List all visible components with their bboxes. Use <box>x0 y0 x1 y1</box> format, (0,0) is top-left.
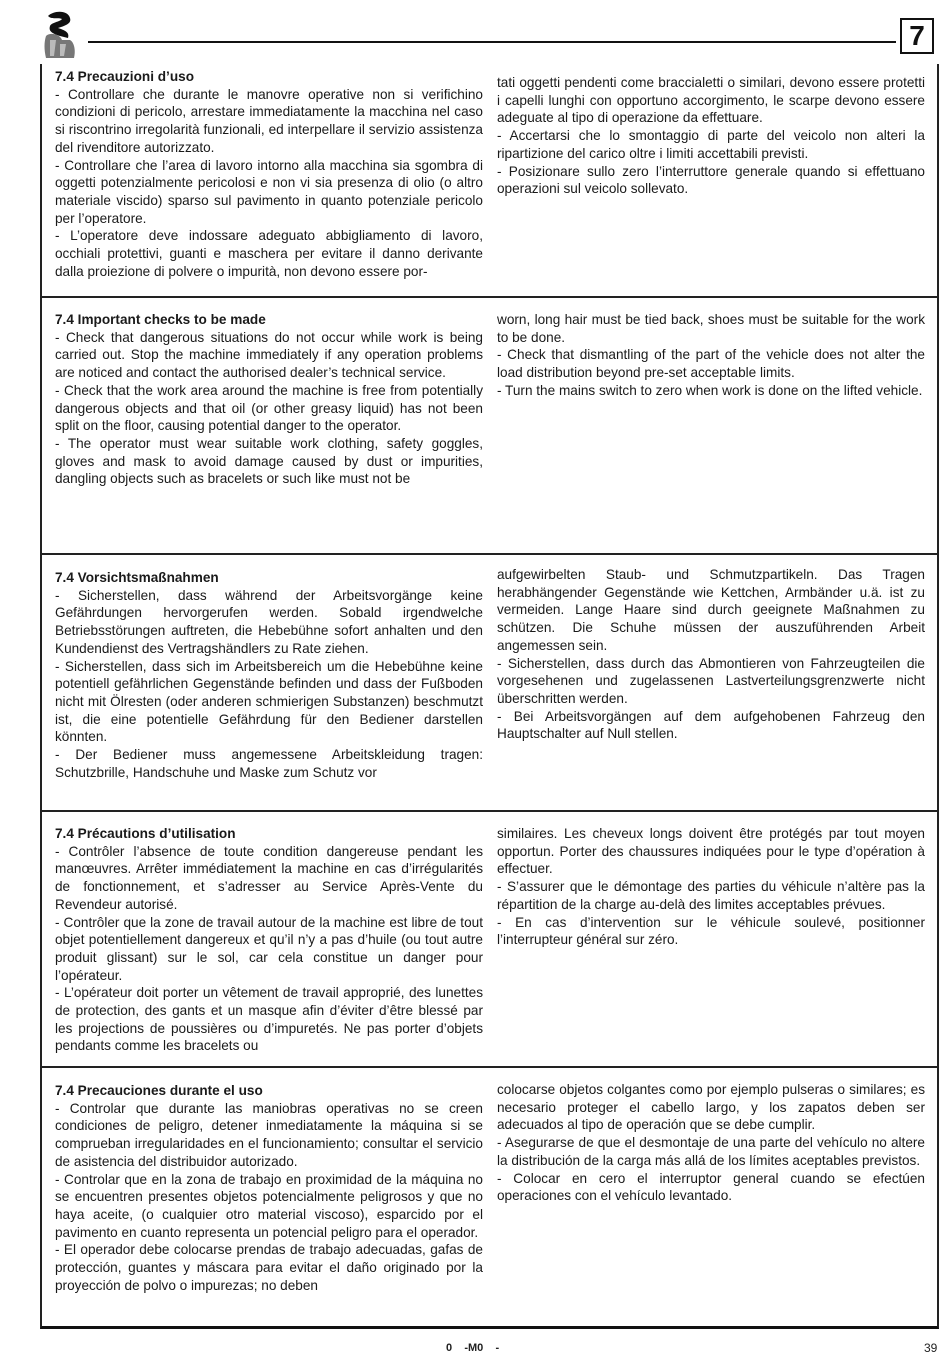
paragraph: - L’opérateur doit porter un vêtement de travail approprié, des lunettes de protection, des gants et un masque afin d’éviter d’être blessé par les projections de poussières ou d’impuretés. Ne pas porter d’objets pendants comme les bracelets ou <box>55 985 483 1054</box>
paragraph: - Sicherstellen, dass während der Arbeitsvorgänge keine Gefährdungen hervorgerufen werden. Sobald irgendwelche Betriebsstörungen auftreten, die Hebebühne sofort anhalten und den Kundendienst des Vertragshändlers zu Rate ziehen. <box>55 587 483 656</box>
section-right-column <box>497 74 925 198</box>
section-left-column <box>55 569 483 781</box>
brand-logo-icon <box>40 10 80 60</box>
paragraph: - Asegurarse de que el desmontaje de una parte del vehículo no altere la distribución de la carga más allá de los límites aceptables previstos. <box>497 1135 925 1168</box>
section-left-column <box>55 311 483 488</box>
paragraph: - Sicherstellen, dass sich im Arbeitsbereich um die Hebebühne keine potentiell gefährlichen Gegenstände befinden und dass der Fußboden nicht mit Ölresten (oder anderen schmierigen Substanzen) beschmutzt ist, die eine potentielle Gefährdung für den Bediener darstellen könnten. <box>55 658 483 745</box>
section-spanish <box>42 1068 937 1326</box>
header-rule <box>88 41 896 43</box>
section-title: 7.4 Vorsichtsmaßnahmen <box>55 570 219 585</box>
paragraph: - Der Bediener muss angemessene Arbeitskleidung tragen: Schutzbrille, Handschuhe und Maske zum Schutz vor <box>55 747 483 780</box>
paragraph: similaires. Les cheveux longs doivent être protégés par tout moyen opportun. Porter des chaussures indiquées pour le type d’opération à effectuer. <box>497 826 925 877</box>
paragraph: - Controlar que en la zona de trabajo en proximidad de la máquina no se encuentren presentes objetos potencialmente peligrosos y que no haya aceite, (o cualquier otro material viscoso), esparcido por el pavimento en cuanto representa un potencial peligro para el operador. <box>55 1171 483 1240</box>
section-left-column <box>55 825 483 1055</box>
section-right-column <box>497 825 925 949</box>
paragraph: - Check that dangerous situations do not occur while work is being carried out. Stop the machine immediately if any operation problems are noticed and contact the authorised dealer’s technical service. <box>55 329 483 381</box>
page-number: 39 <box>924 1341 938 1355</box>
section-right-column <box>497 1081 925 1205</box>
section-title: 7.4 Précautions d’utilisation <box>55 826 236 841</box>
paragraph: - Check that dismantling of the part of the vehicle does not alter the load distribution beyond pre-set acceptable limits. <box>497 347 925 381</box>
paragraph: - El operador debe colocarse prendas de trabajo adecuadas, gafas de protección, guantes y máscara para evitar el daño originado por la proyección de polvo o impurezas; no deben <box>55 1242 483 1293</box>
content-frame <box>40 64 939 1329</box>
paragraph: - Controllare che durante le manovre operative non si verifichino condizioni di pericolo, arrestare immediatamente la macchina nel caso si riscontrino irregolarità funzionali, ed interpellare il servizio assistenza del rivenditore autorizzato. <box>55 86 483 155</box>
paragraph: - Contrôler l’absence de toute condition dangereuse pendant les manœuvres. Arrêter immédiatement la machine en cas d’irrégularités de fonctionnement, et s’adresser au Service Après-Vente du Revendeur autorisé. <box>55 843 483 912</box>
section-title: 7.4 Precauzioni d’uso <box>55 69 194 84</box>
paragraph: - Controlar que durante las maniobras operativas no se creen condiciones de peligro, detener inmediatamente la máquina si se comprueban irregularidades en el funcionamiento; consultar el servicio de asistencia del distribuidor autorizado. <box>55 1100 483 1169</box>
paragraph: tati oggetti pendenti come braccialetti o similari, devono essere protetti i capelli lunghi con opportuno accorgimento, le scarpe devono essere adeguate al tipo di operazione da effettuare. <box>497 75 925 126</box>
section-french <box>42 812 937 1068</box>
paragraph: - Check that the work area around the machine is free from potentially dangerous objects and that oil (or other greasy liquid) has not been split on the floor, causing potential danger to the operator. <box>55 382 483 434</box>
paragraph: - Controllare che l’area di lavoro intorno alla macchina sia sgombra di oggetti potenzialmente pericolosi e non vi sia presenza di olio (o altro materiale viscido) sparso sul pavimento in quanto potenziale pericolo per l’operatore. <box>55 157 483 226</box>
paragraph: - Bei Arbeitsvorgängen auf dem aufgehobenen Fahrzeug den Hauptschalter auf Null stellen. <box>497 708 925 742</box>
section-italian <box>42 64 937 298</box>
paragraph: - S’assurer que le démontage des parties du véhicule n’altère pas la répartition de la charge au-delà des limites acceptables prévues. <box>497 879 925 912</box>
paragraph: - Colocar en cero el interruptor general cuando se efectúen operaciones con el vehículo levantado. <box>497 1170 925 1204</box>
paragraph: - Sicherstellen, dass durch das Abmontieren von Fahrzeugteilen die vorgesehenen und zugelassenen Lastverteilungsgrenzwerte nicht überschritten werden. <box>497 655 925 706</box>
section-title: 7.4 Precauciones durante el uso <box>55 1083 263 1098</box>
section-right-column <box>497 311 925 400</box>
paragraph: - En cas d’intervention sur le véhicule soulevé, positionner l’interrupteur général sur zéro. <box>497 914 925 948</box>
section-right-column <box>497 566 925 743</box>
section-english <box>42 298 937 555</box>
paragraph: - Posizionare sullo zero l’interruttore generale quando si effettuano operazioni sul veicolo sollevato. <box>497 163 925 197</box>
paragraph: worn, long hair must be tied back, shoes must be suitable for the work to be done. <box>497 312 925 345</box>
paragraph: - The operator must wear suitable work clothing, safety goggles, gloves and mask to avoid damage caused by dust or impurities, dangling objects such as bracelets or such like must not be <box>55 435 483 487</box>
paragraph: colocarse objetos colgantes como por ejemplo pulseras o similares; es necesario proteger el cabello largo, y los zapatos deben ser adecuados al tipo de operación que se debe cumplir. <box>497 1082 925 1133</box>
paragraph: - Contrôler que la zone de travail autour de la machine est libre de tout objet potentiellement dangereux et qu’il n’y a pas d’huile (ou tout autre produit glissant) sur le sol, car cela constitue un danger pour l’opérateur. <box>55 914 483 983</box>
section-left-column <box>55 68 483 280</box>
section-title: 7.4 Important checks to be made <box>55 312 266 327</box>
chapter-number-badge: 7 <box>900 18 934 54</box>
document-code: 0 -M0 - <box>446 1342 500 1354</box>
paragraph: - L’operatore deve indossare adeguato abbigliamento di lavoro, occhiali protettivi, guanti e maschera per evitare il danno derivante dalla proiezione di polvere o impurità, non devono essere por- <box>55 228 483 279</box>
section-german <box>42 555 937 812</box>
paragraph: - Accertarsi che lo smontaggio di parte del veicolo non alteri la ripartizione del carico oltre i limiti accettabili previsti. <box>497 128 925 161</box>
paragraph: - Turn the mains switch to zero when work is done on the lifted vehicle. <box>497 382 923 398</box>
section-left-column <box>55 1082 483 1294</box>
paragraph: aufgewirbelten Staub- und Schmutzpartikeln. Das Tragen herabhängender Gegenstände wie Kettchen, Armbänder u.ä. ist zu vermeiden. Lange Haare sind durch geeignete Maßnahmen zu schützen. Die Schuhe müssen der auszuführenden Arbeit angemessen sein. <box>497 567 925 653</box>
